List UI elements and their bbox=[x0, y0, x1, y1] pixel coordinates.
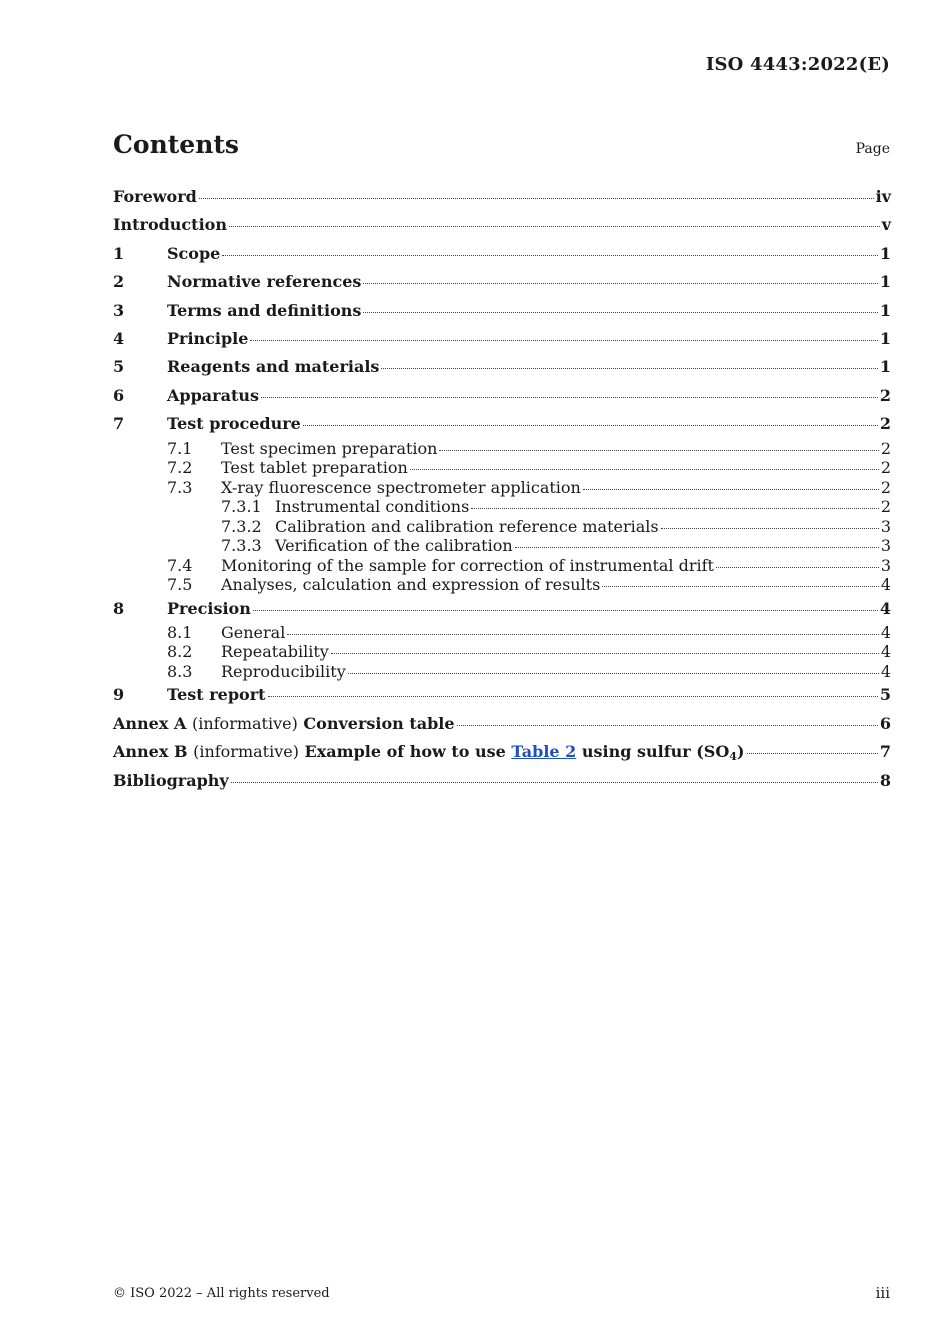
toc-entry-7-3[interactable] bbox=[113, 478, 891, 498]
dot-leader bbox=[253, 610, 878, 611]
toc-title: Test report bbox=[167, 685, 266, 705]
toc-title: Foreword bbox=[113, 187, 197, 206]
toc-page: 1 bbox=[879, 243, 891, 263]
toc-page: 6 bbox=[879, 713, 891, 733]
toc-number: 6 bbox=[113, 385, 125, 405]
dot-leader bbox=[747, 753, 878, 754]
annex-title-pre: Example of how to use bbox=[304, 742, 506, 762]
toc-number: 3 bbox=[113, 300, 125, 320]
toc-title: General bbox=[221, 622, 286, 642]
toc-title: Monitoring of the sample for correction of instrumental drift bbox=[221, 555, 714, 575]
table-of-contents bbox=[113, 183, 891, 795]
toc-number: 8 bbox=[113, 598, 125, 618]
toc-title bbox=[113, 710, 455, 738]
dot-leader bbox=[287, 634, 878, 635]
dot-leader bbox=[439, 450, 878, 451]
annex-label: Annex A bbox=[113, 713, 187, 733]
toc-page: 1 bbox=[879, 357, 891, 377]
toc-entry-7-4[interactable] bbox=[113, 556, 891, 576]
toc-number: 7.3 bbox=[167, 477, 193, 497]
toc-title: Test procedure bbox=[167, 414, 301, 434]
toc-page: 2 bbox=[880, 438, 891, 458]
toc-number: 7.2 bbox=[167, 458, 193, 478]
toc-number: 7.4 bbox=[167, 555, 193, 575]
toc-page: 4 bbox=[880, 622, 891, 642]
toc-entry-3[interactable] bbox=[113, 297, 891, 325]
toc-entry-9[interactable] bbox=[113, 681, 891, 709]
toc-title: Terms and definitions bbox=[167, 300, 362, 320]
toc-title: Test specimen preparation bbox=[221, 438, 438, 458]
toc-page: 2 bbox=[879, 414, 891, 434]
toc-title: Precision bbox=[167, 598, 251, 618]
toc-title: Test tablet preparation bbox=[221, 458, 408, 478]
toc-page: 5 bbox=[879, 685, 891, 705]
toc-page: 2 bbox=[879, 385, 891, 405]
toc-number: 7.3.1 bbox=[221, 497, 262, 517]
toc-entry-8-2[interactable] bbox=[113, 642, 891, 662]
toc-page: 1 bbox=[879, 272, 891, 292]
toc-entry-4[interactable] bbox=[113, 325, 891, 353]
toc-title: Bibliography bbox=[113, 770, 229, 790]
closing-paren: ) bbox=[736, 742, 745, 762]
toc-title: Instrumental conditions bbox=[275, 497, 470, 517]
toc-title: Principle bbox=[167, 328, 249, 348]
toc-number: 2 bbox=[113, 272, 125, 292]
dot-leader bbox=[348, 673, 879, 674]
toc-entry-foreword[interactable] bbox=[113, 183, 891, 211]
toc-entry-7-3-2[interactable] bbox=[113, 517, 891, 537]
toc-title: Normative references bbox=[167, 272, 362, 292]
annex-label: Annex B bbox=[113, 742, 188, 762]
toc-page: 8 bbox=[879, 770, 891, 790]
dot-leader bbox=[268, 696, 878, 697]
dot-leader bbox=[363, 312, 877, 313]
document-code: ISO 4443:2022(E) bbox=[705, 54, 890, 75]
dot-leader bbox=[410, 469, 879, 470]
toc-page: 4 bbox=[879, 598, 891, 618]
toc-entry-7[interactable] bbox=[113, 410, 891, 438]
toc-entry-annex-a[interactable] bbox=[113, 710, 891, 738]
page-title: Contents bbox=[113, 130, 240, 159]
dot-leader bbox=[661, 528, 879, 529]
toc-title: Apparatus bbox=[167, 385, 259, 405]
toc-number: 7 bbox=[113, 414, 125, 434]
table-2-link[interactable]: Table 2 bbox=[511, 742, 577, 762]
toc-page: 3 bbox=[880, 516, 891, 536]
toc-page: 3 bbox=[880, 536, 891, 556]
toc-title: X-ray fluorescence spectrometer application bbox=[221, 477, 581, 497]
annex-title-post: using sulfur (SO bbox=[581, 742, 730, 762]
toc-number: 9 bbox=[113, 685, 125, 705]
toc-page: 7 bbox=[879, 742, 891, 762]
toc-page: 2 bbox=[880, 458, 891, 478]
dot-leader bbox=[381, 368, 877, 369]
dot-leader bbox=[602, 586, 878, 587]
toc-page: 4 bbox=[880, 661, 891, 681]
toc-entry-7-3-3[interactable] bbox=[113, 536, 891, 556]
toc-page: 4 bbox=[880, 575, 891, 595]
subscript: 4 bbox=[729, 750, 737, 764]
dot-leader bbox=[515, 547, 879, 548]
dot-leader bbox=[250, 340, 877, 341]
dot-leader bbox=[471, 508, 879, 509]
dot-leader bbox=[363, 283, 877, 284]
toc-number: 1 bbox=[113, 243, 125, 263]
toc-number: 4 bbox=[113, 328, 125, 348]
page-column-label: Page bbox=[855, 141, 890, 157]
toc-title: Scope bbox=[167, 243, 221, 263]
toc-number: 7.3.3 bbox=[221, 536, 262, 556]
toc-page: 4 bbox=[880, 642, 891, 662]
dot-leader bbox=[261, 397, 878, 398]
toc-entry-introduction[interactable] bbox=[113, 211, 891, 239]
copyright-notice: © ISO 2022 – All rights reserved bbox=[113, 1286, 330, 1301]
toc-page: 1 bbox=[879, 300, 891, 320]
toc-title: Verification of the calibration bbox=[275, 536, 513, 556]
toc-number: 8.3 bbox=[167, 661, 193, 681]
dot-leader bbox=[222, 255, 878, 256]
toc-page: 2 bbox=[880, 477, 891, 497]
dot-leader bbox=[229, 226, 880, 227]
dot-leader bbox=[457, 725, 878, 726]
toc-entry-7-1[interactable] bbox=[113, 439, 891, 459]
toc-title: Calibration and calibration reference materials bbox=[275, 516, 659, 536]
toc-number: 7.1 bbox=[167, 438, 193, 458]
toc-entry-2[interactable] bbox=[113, 268, 891, 296]
toc-number: 7.5 bbox=[167, 575, 193, 595]
toc-number: 8.2 bbox=[167, 642, 193, 662]
toc-page: v bbox=[881, 215, 891, 235]
toc-entry-6[interactable] bbox=[113, 382, 891, 410]
toc-title: Introduction bbox=[113, 215, 227, 235]
annex-type: (informative) bbox=[193, 742, 299, 762]
toc-title: Repeatability bbox=[221, 642, 329, 662]
annex-title: Conversion table bbox=[303, 713, 455, 733]
toc-entry-7-3-1[interactable] bbox=[113, 497, 891, 517]
toc-page: 2 bbox=[880, 497, 891, 517]
toc-entry-8-3[interactable] bbox=[113, 662, 891, 682]
toc-entry-8-1[interactable] bbox=[113, 623, 891, 643]
toc-entry-5[interactable] bbox=[113, 353, 891, 381]
toc-entry-7-2[interactable] bbox=[113, 458, 891, 478]
toc-page: iv bbox=[875, 187, 891, 206]
dot-leader bbox=[231, 782, 878, 783]
toc-entry-7-5[interactable] bbox=[113, 575, 891, 595]
toc-entry-8[interactable] bbox=[113, 595, 891, 623]
page-number: iii bbox=[875, 1284, 890, 1302]
toc-number: 8.1 bbox=[167, 622, 193, 642]
dot-leader bbox=[331, 653, 879, 654]
annex-type: (informative) bbox=[191, 713, 298, 733]
toc-entry-1[interactable] bbox=[113, 240, 891, 268]
toc-title: Reproducibility bbox=[221, 661, 346, 681]
toc-number: 7.3.2 bbox=[221, 516, 262, 536]
toc-page: 3 bbox=[880, 555, 891, 575]
toc-page: 1 bbox=[879, 328, 891, 348]
dot-leader bbox=[303, 425, 878, 426]
dot-leader bbox=[199, 198, 874, 199]
dot-leader bbox=[716, 567, 879, 568]
toc-title: Reagents and materials bbox=[167, 357, 380, 377]
dot-leader bbox=[583, 489, 879, 490]
toc-entry-annex-b[interactable] bbox=[113, 738, 891, 766]
toc-title: Analyses, calculation and expression of results bbox=[221, 575, 601, 595]
toc-number: 5 bbox=[113, 357, 125, 377]
